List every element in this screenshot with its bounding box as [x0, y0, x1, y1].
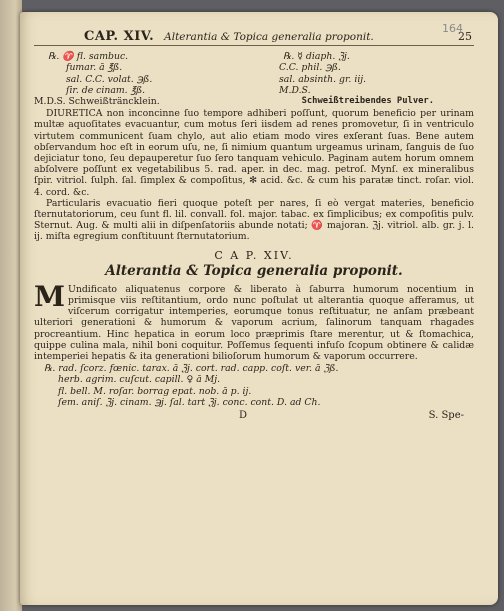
- prescription-line: ℞. rad. ſcorz. fœnic. tarax. ā ℨj. cort. rad. capp. coſt. ver. ā ℨß.: [44, 363, 339, 375]
- signature-left: M.D.S. Schweißträncklein.: [34, 96, 160, 108]
- signature-row: [34, 96, 474, 107]
- prescription-line: fl. bell. M. roſar. borrag epat. nob. ā p. ij.: [58, 385, 252, 397]
- catchword: S. Spe-: [428, 410, 464, 422]
- prescription-line: ſem. aniſ. ℨj. cinam. ℈j. ſal. tart ℨj. conc. cont. D. ad Ch.: [58, 396, 321, 408]
- chapter-label: C A P. XIV.: [214, 248, 294, 262]
- chapter-body-text: Undificato aliquatenus corpore & liberato à ſaburra humorum nocentium in primisque viis reſtitantium, ordo nunc poſtulat ut alterantia quoque afferamus, ut viſcerum corrigatur intemperies, eorumque tonus reſtituatur, ne anſam præbeant ulteriori generationi & humorum & vaporum acrium, ſalinorum tanquam rhagades procreantium. Hinc hepatica in eorum loco præprimis ſtare merentur, ut & ſtomachica, quippe culina mala, nihil boni coquitur. Poſſemus ſequenti infuſo ſcopum obtinere & calidæ intemperiei hepatis & ita generationi bilioſorum humorum & vaporum occurrere.: [34, 283, 474, 363]
- page-footer: [34, 410, 474, 421]
- signature-mark: D: [239, 410, 248, 422]
- chapter-body: [34, 279, 474, 363]
- signature-right: Schweißtreibendes Pulver.: [301, 96, 434, 107]
- folio-number: 164: [442, 22, 463, 35]
- page-number: 25: [458, 30, 472, 43]
- chapter-title: Alterantia & Topica generalia proponit.: [105, 262, 403, 279]
- running-head-chapter: CAP. XIV.: [84, 29, 155, 44]
- prescription: [34, 363, 474, 408]
- page-text: [34, 31, 474, 421]
- recipe-line: fumar. ā ℥ß.: [66, 62, 123, 74]
- recipe-line: ſir. de cinam. ℥ß.: [66, 84, 146, 96]
- recipe-line: ℞. ♈ fl. sambuc.: [48, 51, 129, 63]
- drop-cap: M: [34, 279, 65, 313]
- running-head-title: Alterantia & Topica generalia proponit.: [164, 31, 374, 43]
- paragraph-evacuatio: Particularis evacuatio fieri quoque poteſt per nares, ſi eò vergat materies, beneficio ſternutatoriorum, ceu ſunt fl. lil. convall. fol. major. tabac. ex ſimplicibus; ex compoſitis pulv. Sternut. Aug. & multi alii in diſpenſatoriis abunde notati; ♈ majoran. ℨj. vitriol. alb. gr. j. l. ij. miſta egregium conſtituunt ſternutatorium.: [34, 197, 474, 243]
- recipe-line: M.D.S.: [279, 84, 311, 96]
- recipe-line: sal. C.C. volat. ℈ß.: [66, 73, 153, 85]
- recipe-line: C.C. phil. ℈ß.: [279, 62, 341, 74]
- recipe-top: [34, 51, 474, 96]
- running-head: [34, 31, 474, 46]
- paragraph-diuretica: DIURETICA non inconcinne ſuo tempore adhiberi poſſunt, quorum beneficio per urinam multæ aquoſitates evacuantur, cum motus ſeri iisdem ad renes promovetur, ſi in ventriculo virtutem communicent ſuam chylo, aut alio etiam modo vires exſerant ſuas. Bene autem obſervandum hoc eſt in eorum uſu, ne, ſi nimium quantum urgeamus urinam, ſanguis de ſuo dejiciatur tono, ſeu depauperetur ſuo ſero tanquam vehiculo. Paginam autem horum omnem abſolvere poſſunt ex vegetabilibus 5. rad. aper. in dec. mag. petroſ. Mynſ. ex mineralibus ſpir. vitriol. ſulph. ſal. ſimplex & compoſitus, ✻ acid. &c. & cum his paratæ tinct. roſar. viol. 4. cord. &c.: [34, 108, 474, 198]
- recipe-line: sal. absinth. gr. iij.: [279, 73, 367, 85]
- book-gutter: [0, 0, 22, 611]
- prescription-line: herb. agrim. cuſcut. capill. ♀ ā Mj.: [58, 374, 221, 386]
- recipe-line: ℞. ☿ diaph. ℨj.: [283, 51, 350, 63]
